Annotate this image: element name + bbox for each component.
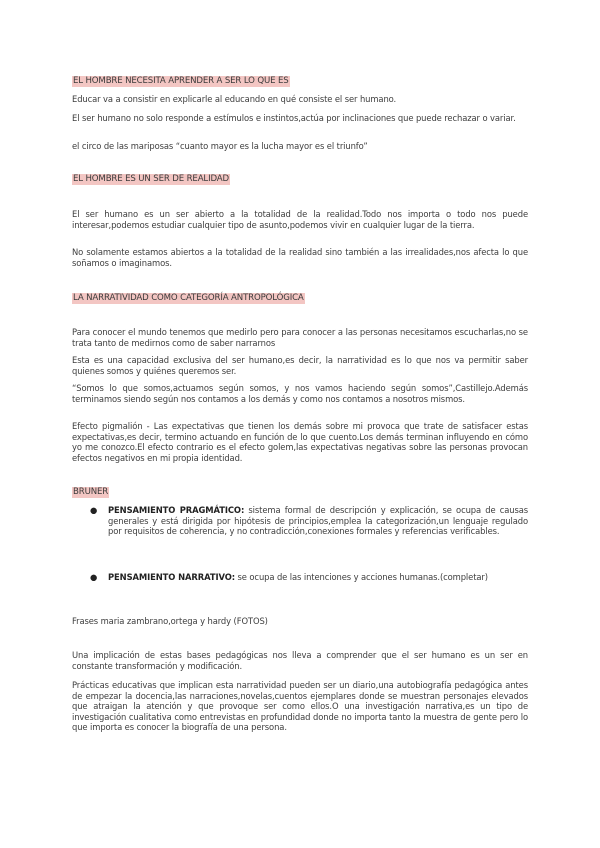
- paragraph: el circo de las mariposas “cuanto mayor es la lucha mayor es el triunfo”: [72, 141, 368, 151]
- paragraph: Una implicación de estas bases pedagógicas nos lleva a comprender que el ser humano es un ser en constante transformación y modificación.: [72, 650, 528, 671]
- bullet-description: se ocupa de las intenciones y acciones humanas.(completar): [234, 572, 488, 582]
- paragraph: Efecto pigmalión - Las expectativas que tienen los demás sobre mi provoca que trate de satisfacer estas expectativas,es decir, termino actuando en función de lo que cuento.Los demás terminan influyendo en cómo yo me conozco.El efecto contrario es el efecto golem,las expectativas negativas sobre las personas provocan efectos negativos en mi propia identidad.: [72, 421, 528, 463]
- paragraph: Educar va a consistir en explicarle al educando en qué consiste el ser humano.: [72, 94, 397, 104]
- bullet-icon: ●: [90, 505, 98, 515]
- paragraph: El ser humano no solo responde a estímulos e instintos,actúa por inclinaciones que puede rechazar o variar.: [72, 113, 516, 123]
- bullet-icon: ●: [90, 572, 98, 582]
- paragraph: Prácticas educativas que implican esta narratividad pueden ser un diario,una autobiografía pedagógica antes de empezar la docencia,las narraciones,novelas,cuentos ejemplares donde se muestran personajes elevados que atraigan la atención y que provoque ser como ellos.O una investigación narrativa,es un tipo de investigación cualitativa como entrevistas en profundidad donde no importa tanto la muestra de gente pero lo que importa es conocer la biografía de una persona.: [72, 680, 528, 733]
- paragraph: El ser humano es un ser abierto a la totalidad de la realidad.Todo nos importa o todo nos puede interesar,podemos estudiar cualquier tipo de asunto,podemos vivir en cualquier lugar de la tierra.: [72, 209, 528, 230]
- section-heading-bruner: BRUNER: [73, 487, 109, 497]
- paragraph: Para conocer el mundo tenemos que medirlo pero para conocer a las personas necesitamos escucharlas,no se trata tanto de medirnos como de saber narrarnos: [72, 327, 528, 348]
- bullet-term: PENSAMIENTO PRAGMÁTICO:: [108, 505, 245, 515]
- bullet-text: [108, 505, 528, 537]
- paragraph: Esta es una capacidad exclusiva del ser humano,es decir, la narratividad es lo que nos va permitir saber quienes somos y quiénes queremos ser.: [72, 355, 528, 376]
- section-heading-hombre-aprender: EL HOMBRE NECESITA APRENDER A SER LO QUE ES: [73, 76, 289, 86]
- bullet-item-narrativo: [90, 572, 528, 583]
- paragraph: “Somos lo que somos,actuamos según somos, y nos vamos haciendo según somos”,Castillejo.Además terminamos siendo según nos contamos a los demás y como nos contamos a nosotros mismos.: [72, 383, 528, 404]
- section-heading-ser-realidad: EL HOMBRE ES UN SER DE REALIDAD: [73, 174, 229, 184]
- section-heading-narratividad: LA NARRATIVIDAD COMO CATEGORÍA ANTROPOLÓGICA: [73, 293, 304, 303]
- paragraph: No solamente estamos abiertos a la totalidad de la realidad sino también a las irrealidades,nos afecta lo que soñamos o imaginamos.: [72, 247, 528, 268]
- paragraph: Frases maria zambrano,ortega y hardy (FOTOS): [72, 616, 268, 626]
- bullet-item-pragmatico: [90, 505, 528, 537]
- bullet-text: [108, 572, 528, 583]
- bullet-description: sistema formal de descripción y explicación, se ocupa de causas generales y está dirigida por hipótesis de principios,emplea la categorización,un lenguaje regulado por requisitos de coherencia, y no contradicción,conexiones formales y referencias verificables.: [108, 505, 529, 537]
- bullet-term: PENSAMIENTO NARRATIVO:: [108, 572, 235, 582]
